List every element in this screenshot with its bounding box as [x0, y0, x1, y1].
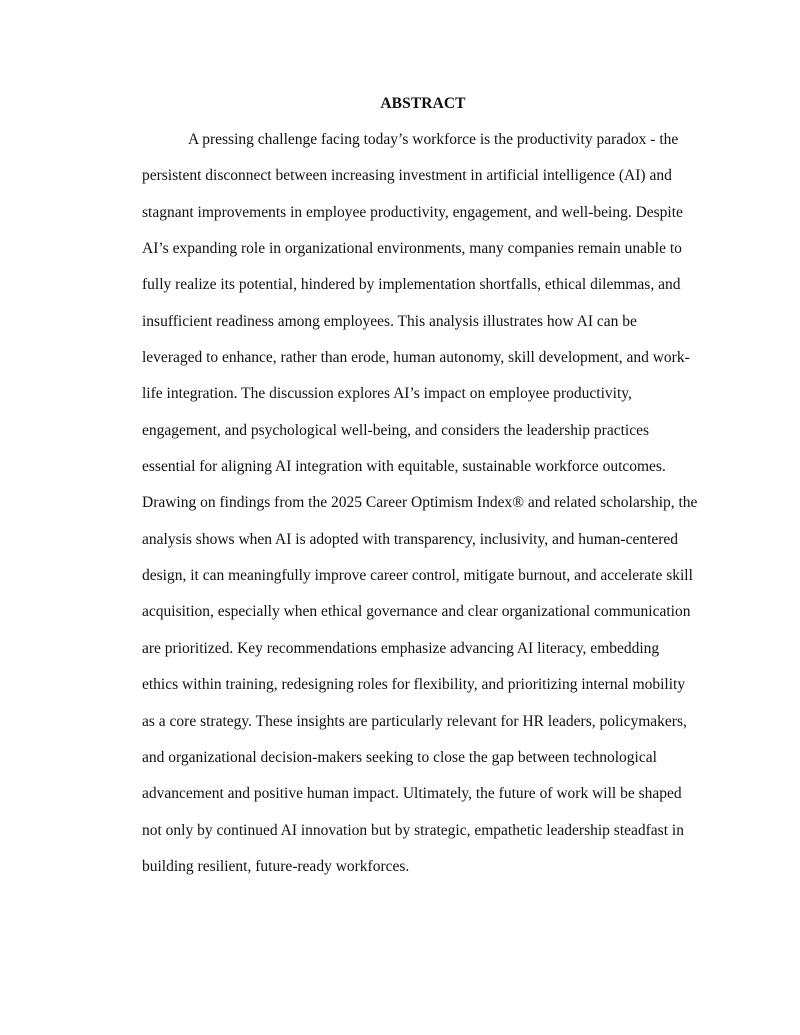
abstract-line: acquisition, especially when ethical governance and clear organizational communication — [142, 603, 691, 621]
abstract-line: engagement, and psychological well-being, and considers the leadership practices — [142, 421, 650, 439]
abstract-line: advancement and positive human impact. Ultimately, the future of work will be shaped — [142, 785, 682, 803]
abstract-body — [142, 130, 722, 893]
abstract-heading: ABSTRACT — [380, 95, 466, 112]
abstract-line: persistent disconnect between increasing investment in artificial intelligence (AI) and — [142, 167, 672, 185]
abstract-line: stagnant improvements in employee productivity, engagement, and well-being. Despite — [142, 203, 683, 221]
abstract-line: analysis shows when AI is adopted with transparency, inclusivity, and human-centered — [142, 530, 679, 548]
abstract-line: leveraged to enhance, rather than erode, human autonomy, skill development, and work- — [142, 349, 690, 367]
abstract-line: essential for aligning AI integration with equitable, sustainable workforce outcomes. — [142, 458, 666, 476]
abstract-line: are prioritized. Key recommendations emphasize advancing AI literacy, embedding — [142, 639, 660, 657]
abstract-line: building resilient, future-ready workforces. — [142, 857, 410, 875]
abstract-line: insufficient readiness among employees. This analysis illustrates how AI can be — [142, 312, 637, 330]
abstract-line: and organizational decision-makers seeking to close the gap between technological — [142, 748, 657, 766]
abstract-line: as a core strategy. These insights are particularly relevant for HR leaders, policymakers, — [142, 712, 687, 730]
abstract-line: design, it can meaningfully improve career control, mitigate burnout, and accelerate skill — [142, 567, 693, 585]
abstract-line: not only by continued AI innovation but by strategic, empathetic leadership steadfast in — [142, 821, 684, 839]
abstract-line: life integration. The discussion explores AI’s impact on employee productivity, — [142, 385, 632, 403]
abstract-line: ethics within training, redesigning roles for flexibility, and prioritizing internal mobility — [142, 676, 686, 694]
abstract-line: A pressing challenge facing today’s workforce is the productivity paradox - the — [188, 131, 679, 148]
abstract-line: AI’s expanding role in organizational environments, many companies remain unable to — [142, 240, 682, 258]
abstract-line: fully realize its potential, hindered by implementation shortfalls, ethical dilemmas, and — [142, 276, 681, 294]
abstract-line: Drawing on findings from the 2025 Career Optimism Index® and related scholarship, the — [142, 494, 698, 512]
